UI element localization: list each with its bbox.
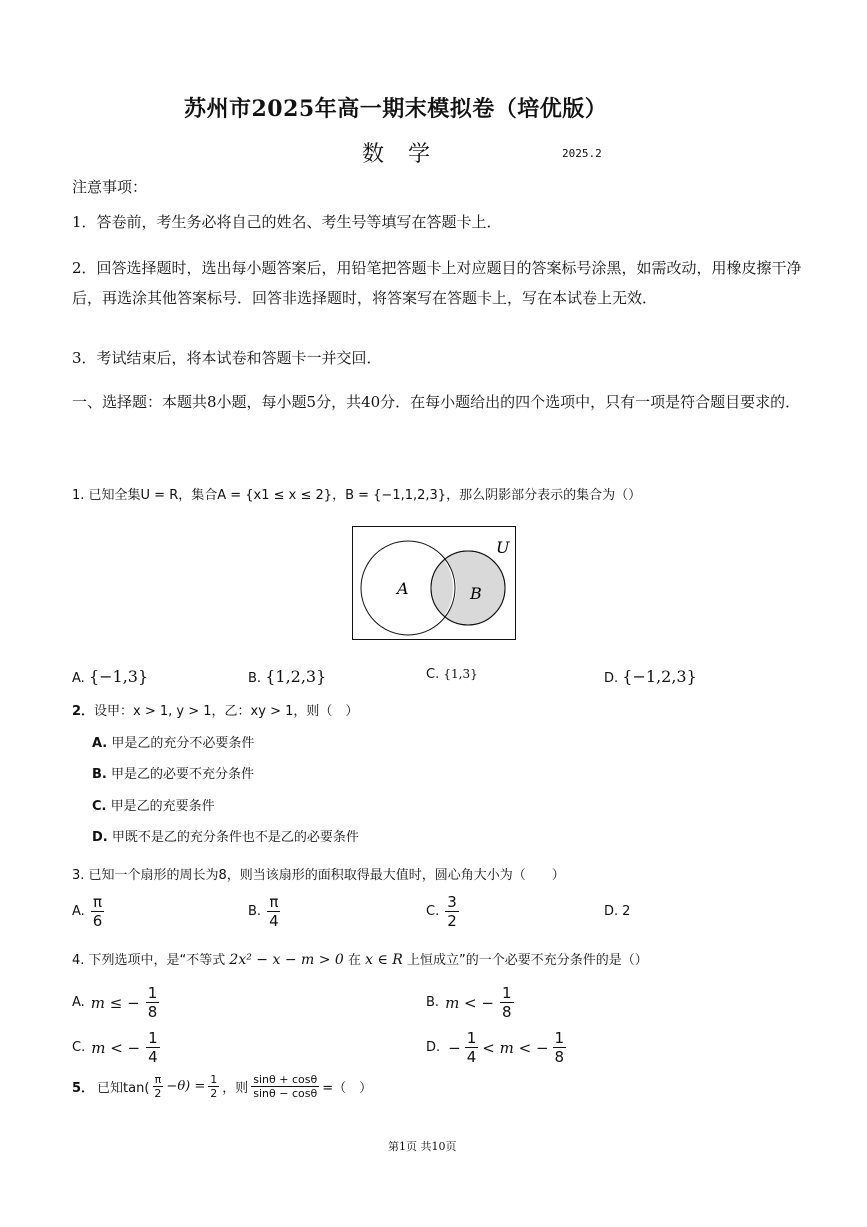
q2-option-a[interactable] — [92, 732, 254, 751]
option-label: B. — [248, 671, 262, 686]
q3-option-d[interactable] — [604, 904, 630, 919]
q4-option-c[interactable] — [72, 1029, 160, 1066]
option-label: A. — [72, 671, 85, 686]
section-heading: 一、选择题：本题共8小题，每小题5分，共40分．在每小题给出的四个选项中，只有一项是符合题目要求的． — [72, 393, 801, 411]
option-label: C. — [426, 667, 440, 682]
q4-domain: x ∈ R — [365, 952, 403, 968]
q1-option-a[interactable] — [72, 667, 148, 686]
option-label: B. — [248, 904, 262, 919]
q1-option-c[interactable] — [426, 667, 478, 682]
option-value: 2 — [622, 904, 631, 919]
q3-option-a[interactable] — [72, 893, 104, 930]
set-a-label: A — [397, 579, 409, 598]
option-label: D. — [92, 830, 108, 845]
option-prefix: − — [448, 1038, 461, 1057]
q5-text-mid2: ，则 — [222, 1081, 249, 1096]
q4-text-a: 4. 下列选项中，是“不等式 — [72, 953, 226, 968]
fraction: $\frac{1}{2}$ — [210, 1073, 218, 1100]
fraction: $\frac{\pi}{4}$ — [269, 893, 279, 930]
option-label: B. — [426, 995, 440, 1010]
option-value: {−1,2,3} — [622, 667, 697, 686]
fraction: $\frac{1}{8}$ — [147, 984, 158, 1021]
option-label: C. — [92, 799, 107, 814]
q1-option-b[interactable] — [248, 667, 326, 686]
note-item-3: 3．考试结束后，将本试卷和答题卡一并交回． — [72, 349, 382, 367]
q4-text-b: 在 — [347, 953, 361, 968]
exam-title: 苏州市2025年高一期末模拟卷（培优版） — [184, 96, 608, 122]
q5-text-pre: 已知tan( — [97, 1081, 150, 1096]
venn-diagram — [352, 526, 517, 642]
q4-option-b[interactable] — [426, 984, 514, 1021]
q1-option-d[interactable] — [604, 667, 697, 686]
q2-number: 2． — [72, 704, 95, 719]
option-label: C. — [426, 904, 440, 919]
note-item-2: 2．回答选择题时，选出每小题答案后，用铅笔把答题卡上对应题目的答案标号涂黑，如需改动，用橡皮擦干净后，再选涂其他答案标号．回答非选择题时，将答案写在答题卡上，写在本试卷上无效． — [72, 259, 802, 307]
q2-option-d[interactable] — [92, 826, 359, 845]
q5-text-mid1: −θ) = — [166, 1079, 206, 1094]
fraction: $\frac{\pi}{2}$ — [154, 1073, 162, 1100]
exam-date: 2025.2 — [562, 147, 602, 160]
fraction: $\frac{\sin\theta + \cos\theta}{\sin\theta - \cos\theta}$ — [253, 1073, 318, 1100]
option-label: A. — [72, 995, 85, 1010]
q5-text-post: =（ ） — [322, 1081, 373, 1096]
q5-stem — [72, 1073, 372, 1100]
q2-stem — [72, 700, 358, 719]
option-prefix: m ≤ − — [90, 993, 140, 1012]
fraction: $\frac{1}{8}$ — [554, 1029, 565, 1066]
fraction: $\frac{3}{2}$ — [447, 893, 457, 930]
q5-number: 5． — [72, 1081, 95, 1096]
page-number: 第1页 共10页 — [388, 1140, 457, 1153]
fraction: $\frac{1}{4}$ — [466, 1029, 477, 1066]
option-label: A. — [72, 904, 85, 919]
option-middle: < m < − — [482, 1038, 549, 1057]
option-value: {1,3} — [443, 667, 478, 681]
option-prefix: m < − — [91, 1038, 141, 1057]
q3-option-b[interactable] — [248, 893, 281, 930]
q4-option-a[interactable] — [72, 984, 159, 1021]
q2-option-b[interactable] — [92, 763, 254, 782]
option-value: 甲是乙的必要不充分条件 — [111, 767, 255, 782]
option-label: C. — [72, 1040, 86, 1055]
q2-text: 设甲：x > 1, y > 1，乙：xy > 1，则（ ） — [94, 704, 359, 719]
q4-stem — [72, 949, 648, 968]
q3-option-c[interactable] — [426, 893, 459, 930]
q1-stem: 1. 已知全集U = R，集合A = {x1 ≤ x ≤ 2}，B = {−1,1,2,3}，那么阴影部分表示的集合为（） — [72, 488, 642, 503]
note-item-1: 1．答卷前，考生务必将自己的姓名、考生号等填写在答题卡上． — [72, 213, 502, 231]
option-prefix: m < − — [445, 993, 494, 1012]
option-value: {1,2,3} — [265, 667, 327, 686]
option-label: D. — [426, 1040, 441, 1055]
option-value: {−1,3} — [88, 667, 149, 686]
q3-stem: 3. 已知一个扇形的周长为8，则当该扇形的面积取得最大值时，圆心角大小为（ ） — [72, 868, 565, 883]
set-u-label: U — [496, 538, 510, 557]
set-b-label: B — [470, 584, 482, 603]
fraction: $\frac{\pi}{6}$ — [92, 893, 103, 930]
option-label: A. — [92, 736, 108, 751]
notes-heading: 注意事项： — [72, 178, 148, 196]
option-label: B. — [92, 767, 107, 782]
option-value: 甲是乙的充分不必要条件 — [111, 736, 255, 751]
fraction: $\frac{1}{8}$ — [501, 984, 512, 1021]
option-value: 甲是乙的充要条件 — [110, 799, 215, 814]
q4-text-c: 上恒成立”的一个必要不充分条件的是（） — [406, 953, 648, 968]
option-label: D. — [604, 671, 619, 686]
q4-inequality: 2x² − x − m > 0 — [229, 952, 344, 968]
subject-title: 数学 — [362, 142, 455, 167]
q4-option-d[interactable] — [426, 1029, 566, 1066]
fraction: $\frac{1}{4}$ — [148, 1029, 158, 1066]
option-label: D. — [604, 904, 619, 919]
option-value: 甲既不是乙的充分条件也不是乙的必要条件 — [111, 830, 359, 845]
q2-option-c[interactable] — [92, 795, 215, 814]
